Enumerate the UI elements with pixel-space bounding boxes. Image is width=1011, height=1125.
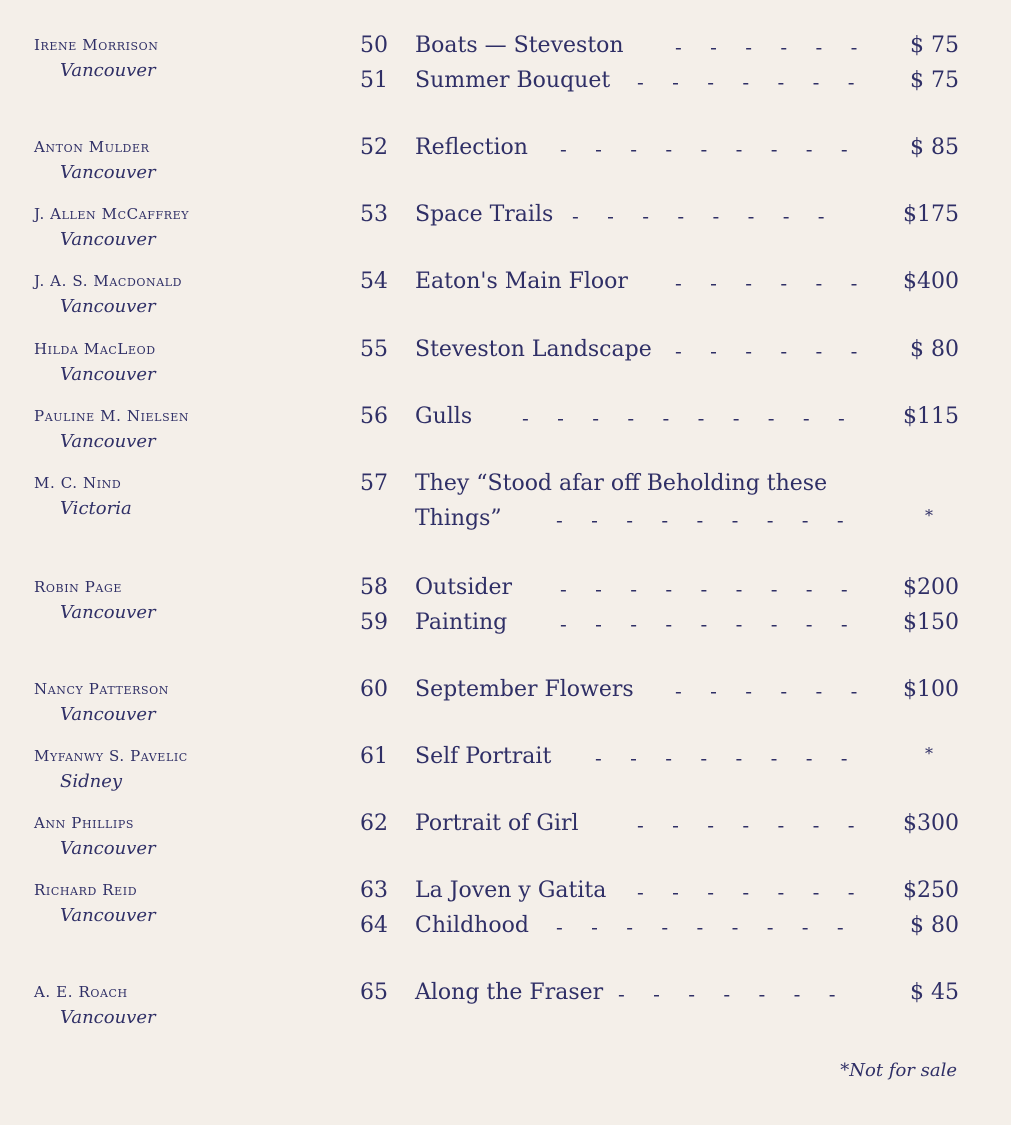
work-title: Boats — Steveston [415, 33, 624, 58]
work-number: 61 [360, 744, 388, 769]
artist-name: Hilda MacLeod [34, 340, 156, 358]
work-title: Along the Fraser [415, 980, 604, 1005]
artist-name: J. Allen McCaffrey [34, 205, 190, 223]
work-price: $ 85 [910, 135, 959, 160]
dot-leader: - - - - - - - - [572, 204, 836, 228]
work-price: $300 [903, 811, 959, 836]
artist-city: Vancouver [60, 229, 156, 250]
artist-city: Vancouver [60, 364, 156, 385]
dot-leader: - - - - - - - - - [556, 508, 855, 532]
dot-leader: - - - - - - - [618, 982, 847, 1006]
artist-name: Irene Morrison [34, 36, 159, 54]
dot-leader: - - - - - - - - - [560, 577, 859, 601]
work-price: $115 [903, 404, 959, 429]
artist-name: M. C. Nind [34, 474, 122, 492]
work-price: $ 75 [910, 33, 959, 58]
work-title: September Flowers [415, 677, 634, 702]
work-number: 55 [360, 337, 388, 362]
work-number: 57 [360, 471, 388, 496]
work-price: $ 45 [910, 980, 959, 1005]
artist-name: Robin Page [34, 578, 122, 596]
work-number: 50 [360, 33, 388, 58]
not-for-sale-marker: * [925, 744, 933, 763]
artist-city: Vancouver [60, 602, 156, 623]
work-title: Gulls [415, 404, 473, 429]
work-number: 51 [360, 68, 388, 93]
artist-city: Vancouver [60, 296, 156, 317]
work-price: $ 75 [910, 68, 959, 93]
artist-city: Vancouver [60, 838, 156, 859]
work-title: Painting [415, 610, 508, 635]
artist-city: Vancouver [60, 60, 156, 81]
work-title: Portrait of Girl [415, 811, 579, 836]
dot-leader: - - - - - - [675, 271, 869, 295]
dot-leader: - - - - - - - [637, 813, 866, 837]
work-price: $200 [903, 575, 959, 600]
work-title-continued: Things” [415, 506, 502, 531]
work-price: $ 80 [910, 913, 959, 938]
artist-name: Ann Phillips [34, 814, 134, 832]
footnote: *Not for sale [840, 1060, 957, 1081]
artist-name: J. A. S. Macdonald [34, 272, 183, 290]
artist-name: Anton Mulder [34, 138, 150, 156]
work-number: 62 [360, 811, 388, 836]
artist-city: Vancouver [60, 905, 156, 926]
work-price: $250 [903, 878, 959, 903]
artist-city: Vancouver [60, 431, 156, 452]
work-number: 58 [360, 575, 388, 600]
artist-city: Sidney [60, 771, 123, 792]
artist-name: Nancy Patterson [34, 680, 169, 698]
work-price: $400 [903, 269, 959, 294]
artist-name: Pauline M. Nielsen [34, 407, 190, 425]
dot-leader: - - - - - - - - - [556, 915, 855, 939]
dot-leader: - - - - - - [675, 339, 869, 363]
artist-name: Myfanwy S. Pavelic [34, 747, 188, 765]
dot-leader: - - - - - - - - - - [522, 406, 856, 430]
work-number: 63 [360, 878, 388, 903]
artist-city: Vancouver [60, 162, 156, 183]
work-number: 52 [360, 135, 388, 160]
dot-leader: - - - - - - - [637, 880, 866, 904]
work-number: 53 [360, 202, 388, 227]
artist-city: Victoria [60, 498, 132, 519]
dot-leader: - - - - - - [675, 679, 869, 703]
work-price: $150 [903, 610, 959, 635]
not-for-sale-marker: * [925, 506, 933, 525]
work-number: 60 [360, 677, 388, 702]
work-number: 65 [360, 980, 388, 1005]
artist-name: Richard Reid [34, 881, 138, 899]
dot-leader: - - - - - - - [637, 70, 866, 94]
dot-leader: - - - - - - - - - [560, 612, 859, 636]
work-price: $100 [903, 677, 959, 702]
work-title: Space Trails [415, 202, 554, 227]
artist-city: Vancouver [60, 704, 156, 725]
work-title: Childhood [415, 913, 529, 938]
work-title: La Joven y Gatita [415, 878, 607, 903]
work-number: 64 [360, 913, 388, 938]
artist-city: Vancouver [60, 1007, 156, 1028]
work-title: They “Stood afar off Beholding these [415, 471, 828, 496]
work-price: $175 [903, 202, 959, 227]
artist-name: A. E. Roach [34, 983, 128, 1001]
dot-leader: - - - - - - - - [595, 746, 859, 770]
work-number: 59 [360, 610, 388, 635]
work-number: 54 [360, 269, 388, 294]
work-price: $ 80 [910, 337, 959, 362]
work-number: 56 [360, 404, 388, 429]
dot-leader: - - - - - - [675, 35, 869, 59]
work-title: Reflection [415, 135, 528, 160]
work-title: Steveston Landscape [415, 337, 652, 362]
work-title: Eaton's Main Floor [415, 269, 628, 294]
work-title: Outsider [415, 575, 512, 600]
work-title: Summer Bouquet [415, 68, 611, 93]
work-title: Self Portrait [415, 744, 552, 769]
dot-leader: - - - - - - - - - [560, 137, 859, 161]
